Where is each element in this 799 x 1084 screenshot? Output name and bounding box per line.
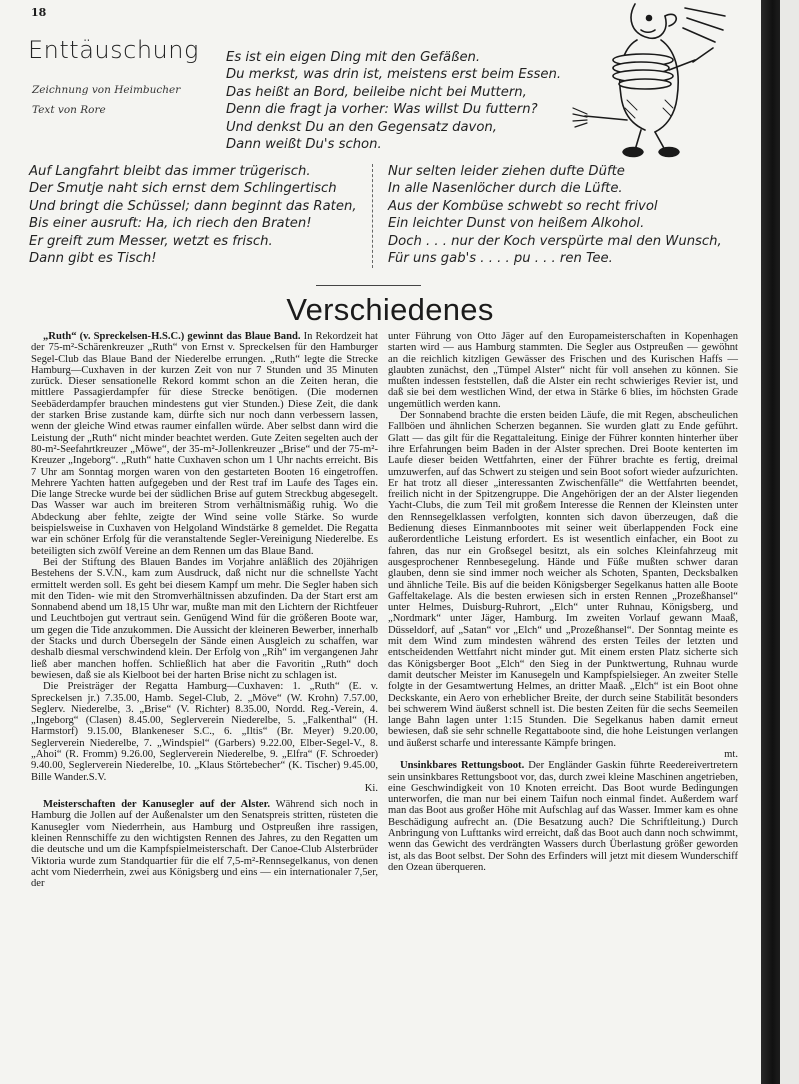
poem-line: Nur selten leider ziehen dufte Düfte	[388, 164, 625, 179]
article-text: In Rekordzeit hat der 75-m²-Schärenkreuzer „Ruth“ von Ernst v. Spreckelsen für den Hamburger Segel-Club das Blaue Band der Niederelbe errungen. „Ruth“ legte die Strecke Hamburg—Cuxhaven in der kurzen Zeit von nur 7 Stunden und 35 Minuten zurück. Dieser sensationelle Rekord kommt schon an die Zeiten heran, die mittlere Passagierdampfer für diese Strecke benötigen. (Die modernen Seebäderdampfer brauchen mindestens gut vier Stunden.) Diese Zeit, die dank der starken Brise zustande kam, dürfte sich nur noch dann verbessern lassen, wenn der gleiche Wind etwas raumer einfallen würde. Aber selbst dann wird die Leistung der „Ruth“ nicht minder beachtet werden. Gute Zeiten segelten auch der 80-m²-Seefahrtkreuzer „Möwe“, der 35-m²-Jollenkreuzer „Brise“ und der 75-m²-Kreuzer „Ingeborg“. „Ruth“ hatte Cuxhaven schon um 1 Uhr nachts erreicht. Bis 7 Uhr am Sonntag morgen waren von den gestarteten Booten 16 eingetroffen. Mehrere Yachten hatten aufgegeben und der Rest traf im Laufe des Tages ein. Die lange Strecke wurde bei der südlichen Brise auf gutem Streckbug abgesegelt. Das Wasser war auch im breiteren Strom verhältnismäßig ruhig. Wo die Abdeckung aber fehlte, zeigte der Wind seine volle Stärke. So wurde beispielsweise in Cuxhaven von Helgoland Windstärke 8 gemeldet. Die Regatta war ein schöner Erfolg für die veranstaltende Segler-Vereinigung Niederelbe. Es beteiligten sich zwölf Vereine an dem Rennen um das Blaue Band.	[31, 331, 378, 557]
poem-line: Dann weißt Du's schon.	[226, 136, 382, 152]
page-number: 18	[31, 6, 47, 19]
article-paragraph: Der Sonnabend brachte die ersten beiden Läufe, die mit Regen, abscheulichen Fallböen und ähnlichen Scherzen begannen. Sie wurden glatt zu Ende geführt. Glatt — das gilt für die Regattaleitung. Einige der Führer konnten hinterher über ihre Erfahrungen beim Baden in der Alster sprechen. Drei Boote kenterten im Laufe dieser beiden Wettfahrten, einer der Führer brachte es fertig, dreimal umzuwerfen, auf das Schwert zu steigen und sein Boot sofort wieder aufzurichten. Er hat trotz all dieser „interessanten Zwischenfälle“ die Wettfahrten beendet, freilich nicht in der Spitzengruppe. Die Angehörigen der an der Alster liegenden Yacht-Clubs, die zum Teil mit großem Interesse die Rennen der Kleinsten unter den Rennsegelklassen verfolgten, konnten sich davon überzeugen, daß die Bedienung dieses Einmannbootes mit seiner weit überlappenden Fock eine außerordentliche Leistung erfordert. Es ist wesentlich einfacher, ein Boot zu fahren, das nur ein Großsegel besitzt, als ein solches Kleinfahrzeug mit ausgesprochener Rennbesegelung. Hände und Füße mußten schwer daran glauben, denn sie sind immer noch weicher als Schoten, Spanten, Decksbalken und ähnliche Teile. Bis auf die beiden Königsberger Segelkanus hatten alle Boote Gaffeltakelage. Als die besten erwiesen sich in ersten Rennen „Prozeßhansel“ unter Helmes, Duisburg-Ruhrort, „Elch“ unter Ruhnau, Königsberg, und „Nordmark“ unter Jäger, Hamburg. Im zweiten Vorlauf gewann Maaß, Düsseldorf, auf „Satan“ vor „Elch“ und „Prozeßhansel“. Der Sonntag meinte es mit dem Wind zum mindesten während des ersten Teiles der letzten und entscheidenden Wettfahrt nicht minder gut. Mit einem ersten Platz sicherte sich das Königsberger Boot „Elch“ den Sieg in der Punktwertung, Ruhnau wurde damit deutscher Meister im Kanusegeln und Kampfspielsieger. An zweiter Stelle folgte in der Gesamtwertung Helmes, an dritter Maaß. „Elch“ ist ein Boot ohne Deckskante, ein Aero von erheblicher Breite, der durch seine Stabilität besonders bei schwerem Wind äußerst schnell ist. Die besten Zeiten für die sechs Seemeilen lange Bahn lagen unter 1:15 Stunden. Die Segelkanus haben damit erneut bewiesen, daß sie sehr schnelle Regattaboote sind, die hohe Leistungen verlangen und äußerst scharfe und interessante Kämpfe bringen.	[388, 410, 738, 749]
poem-line: Bis einer ausruft: Ha, ich riech den Braten!	[29, 216, 312, 232]
poem-left-stanza	[29, 163, 357, 267]
author-signature: mt.	[724, 748, 738, 760]
article-headline: „Ruth“ (v. Spreckelsen-H.S.C.) gewinnt das Blaue Band.	[43, 331, 301, 342]
poem-intro-stanza	[226, 49, 561, 153]
section-heading: Verschiedenes	[286, 292, 494, 327]
section-rule	[316, 285, 421, 286]
poem-line: Ein leichter Dunst von heißem Alkohol.	[388, 216, 645, 232]
article-headline: Meisterschaften der Kanusegler auf der Alster.	[43, 799, 270, 811]
article-headline: Unsinkbares Rettungsboot.	[400, 760, 525, 772]
poem-line: Der Smutje naht sich ernst dem Schlingertisch	[29, 181, 337, 197]
article-paragraph	[388, 760, 738, 873]
poem-line: Für uns gab's . . . . pu . . . ren Tee.	[388, 250, 613, 266]
article-column-right	[388, 331, 738, 873]
poem-line: Denn die fragt ja vorher: Was willst Du futtern?	[226, 102, 538, 118]
article-paragraph	[31, 799, 378, 889]
poem-line: Doch . . . nur der Koch verspürte mal den Wunsch,	[388, 233, 722, 249]
page-binding-edge	[761, 0, 780, 1084]
text-credit: Text von Rore	[32, 104, 106, 116]
cook-illustration	[565, 0, 765, 170]
author-signature: Ki.	[364, 782, 378, 794]
article-text: Der Engländer Gaskin führte Reedereivertretern sein unsinkbares Rettungsboot vor, das, durch zwei kleine Maschinen angetrieben, eine Geschwindigkeit von 10 Knoten erreicht. Das Boot wurde Bedingungen unterworfen, die man nur bei einem Taifun noch einmal findet. Außerdem warf man das Boot aus großer Höhe mit Aufschlag auf das Wasser. Immer kam es ohne Beschädigung aufrecht an. (Die Besatzung auch? Die Schriftleitung.) Durch Anbringung von Lufttanks wird erreicht, daß das Boot auch dann noch schwimmt, wenn das Gewicht des verdrängten Wassers durch Überlastung größer geworden ist, als das Boot selbst. Der Sohn des Erfinders will jetzt mit diesem Wunderschiff den Ozean überqueren.	[388, 760, 738, 873]
article-paragraph	[31, 331, 378, 557]
poem-line: Auf Langfahrt bleibt das immer trügerisch.	[29, 164, 311, 179]
poem-line: Und bringt die Schüssel; dann beginnt das Raten,	[29, 198, 357, 214]
poem-line: Er greift zum Messer, wetzt es frisch.	[29, 233, 273, 249]
poem-title: Enttäuschung	[28, 36, 199, 64]
article-column-left	[31, 331, 378, 890]
poem-column-divider	[372, 164, 373, 268]
article-paragraph: unter Führung von Otto Jäger auf den Europameisterschaften in Kopenhagen starten wird — aus Hamburg stammten. Die Segler aus Ostpreußen — gewöhnt an die reichlich kitzligen Gewässer des Frischen und des Kurischen Haffs — glaubten zunächst, den „Tümpel Alster“ nicht für voll ansehen zu können. Sie mußten indessen feststellen, daß die Alster ein recht schwieriges Revier ist, und daß sie bei dem westlichen Wind, der etwa in Stärke 6 blies, im höchsten Grade ungemütlich werden kann.	[388, 331, 738, 410]
poem-right-stanza	[388, 163, 722, 267]
article-paragraph: Bei der Stiftung des Blauen Bandes im Vorjahre anläßlich des 20jährigen Bestehens der S.V.N., kam zum Ausdruck, daß nicht nur die schnellste Yacht ermittelt werden soll. Es geht bei diesem Kampf um mehr. Die Segler haben sich mit den Tiden- wie mit den Stromverhältnissen abzufinden. Da der Start erst am Sonnabend abend um 18,15 Uhr war, mußte man mit den Lichtern der Richtfeuer und Leuchtbojen gut vertraut sein. Genügend Wind für die größeren Boote war, um gegen die Tide anzukommen. Die Aussicht der kleineren Bewerber, innerhalb der Stacks und durch Übersegeln der Sände einen Ausgleich zu schaffen, war deshalb diesmal verschwindend klein. Der Erfolg von „Rih“ im vergangenen Jahr ließ aber manchen hoffen. Schließlich hat aber die Favoritin „Ruth“ doch bewiesen, daß sie als Kielboot bei der harten Brise nicht zu schlagen ist.	[31, 556, 378, 681]
poem-line: Und denkst Du an den Gegensatz davon,	[226, 119, 497, 135]
poem-line: Es ist ein eigen Ding mit den Gefäßen.	[226, 50, 481, 65]
poem-line: Dann gibt es Tisch!	[29, 250, 157, 266]
poem-line: Das heißt an Bord, beileibe nicht bei Muttern,	[226, 84, 527, 100]
poem-line: Du merkst, was drin ist, meistens erst beim Essen.	[226, 67, 562, 83]
poem-line: Aus der Kombüse schwebt so recht frivol	[388, 198, 658, 214]
article-paragraph: Die Preisträger der Regatta Hamburg—Cuxhaven: 1. „Ruth“ (E. v. Spreckelsen jr.) 7.35.00, Hamb. Segel-Club, 2. „Möve“ (W. Krohn) 7.57.00, Seglerv. Niederelbe, 3. „Brise“ (V. Richter) 8.35.00, Nordd. Reg.-Verein, 4. „Ingeborg“ (Clasen) 8.45.00, Seglerverein Niederelbe, 5. „Falkenthal“ (H. Harmstorf) 9.15.00, Blankeneser S.C., 6. „Iltis“ (Br. Meyer) 9.20.00, Seglerverein Niederelbe, 7. „Windspiel“ (Garbers) 9.22.00, Elber-Segel-V., 8. „Ahoi“ (R. Fromm) 9.26.00, Seglerverein Niederelbe, 9. „Elfra“ (F. Schroeder) 9.40.00, Seglerverein Niederelbe, 10. „Klaus Störtebecher“ (K. Tischer) 9.45.00, Bille Wander.S.V.	[31, 681, 378, 783]
poem-line: In alle Nasenlöcher durch die Lüfte.	[388, 181, 623, 197]
illustration-credit: Zeichnung von Heimbucher	[32, 84, 181, 96]
article-text: Während sich noch in Hamburg die Jollen auf der Außenalster um den Senatspreis stritten, rüsteten die Kanusegler vom Niederrhein, aus Hamburg und Ostpreußen ihre rassigen, kleinen Rennschiffe zu den wichtigsten Rennen des Jahres, zu den Regatten um die deutsche und um die Kampfspielmeisterschaft. Der Canoe-Club Alsterbrüder Viktoria wurde zum Standquartier für die elf 7,5-m²-Rennsegelkanus, von denen acht vom Niederrhein, zwei aus Königsberg und eins — ein internationaler 7,5er, der	[31, 799, 378, 890]
